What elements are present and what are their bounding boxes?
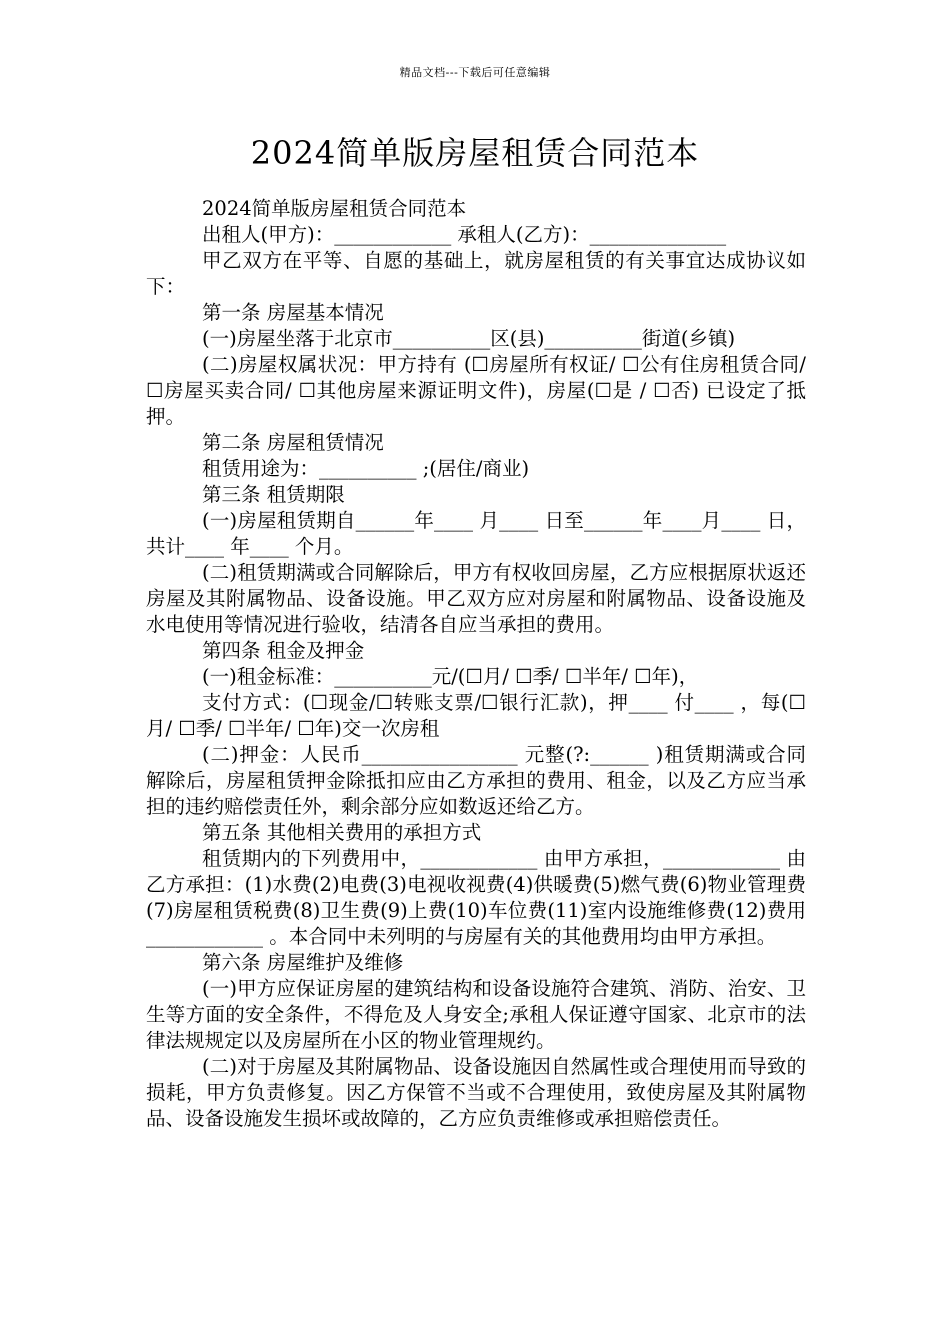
article-1-clause-2: (二)房屋权属状况：甲方持有 (☐房屋所有权证/ ☐公有住房租赁合同/ ☐房屋买卖合同/ ☐其他房屋来源证明文件)，房屋(☐是 / ☐否) 已设定了抵押。: [146, 353, 806, 428]
article-3-clause-1: (一)房屋租赁期自______年____ 月____ 日至______年____月____ 日，共计____ 年____ 个月。: [146, 509, 806, 558]
article-4-clause-2: (二)押金：人民币________________ 元整(?:______ )租赁期满或合同解除后，房屋租赁押金除抵扣应由乙方承担的费用、租金，以及乙方应当承担的违约赔偿责任外，剩余部分应如数返还给乙方。: [146, 743, 806, 818]
article-4-clause-1: (一)租金标准：__________元/(☐月/ ☐季/ ☐半年/ ☐年)，: [202, 665, 699, 688]
document-title: 2024简单版房屋租赁合同范本: [250, 134, 700, 172]
article-3-clause-2: (二)租赁期满或合同解除后，甲方有权收回房屋，乙方应根据原状返还房屋及其附属物品、设备设施。甲乙双方应对房屋和附属物品、设备设施及水电使用等情况进行验收，结清各自应当承担的费用。: [146, 561, 806, 636]
article-2-usage: 租赁用途为：__________ ;(居住/商业): [202, 457, 530, 480]
article-4-heading: 第四条 租金及押金: [202, 639, 365, 662]
article-1-clause-1: (一)房屋坐落于北京市__________区(县)__________街道(乡镇): [202, 327, 736, 350]
article-3-heading: 第三条 租赁期限: [202, 483, 345, 506]
subtitle-line: 2024简单版房屋租赁合同范本: [202, 197, 467, 220]
article-6-clause-1: (一)甲方应保证房屋的建筑结构和设备设施符合建筑、消防、治安、卫生等方面的安全条件，不得危及人身安全;承租人保证遵守国家、北京市的法律法规规定以及房屋所在小区的物业管理规约。: [146, 977, 806, 1052]
article-1-heading: 第一条 房屋基本情况: [202, 301, 384, 324]
document-body: [146, 196, 806, 1132]
article-4-payment: 支付方式：(☐现金/☐转账支票/☐银行汇款)，押____ 付____ ，每(☐月/ ☐季/ ☐半年/ ☐年)交一次房租: [146, 691, 806, 740]
article-5-heading: 第五条 其他相关费用的承担方式: [202, 821, 482, 844]
parties-line: 出租人(甲方)：____________ 承租人(乙方)：______________: [202, 223, 727, 246]
article-6-heading: 第六条 房屋维护及维修: [202, 951, 404, 974]
article-5-body: 租赁期内的下列费用中，____________ 由甲方承担，____________ 由乙方承担：(1)水费(2)电费(3)电视收视费(4)供暖费(5)燃气费(6)物业管理费(7)房屋租赁税费(8)卫生费(9)上费(10)车位费(11)室内设施维修费(12)费用____________ 。本合同中未列明的与房屋有关的其他费用均由甲方承担。: [146, 847, 806, 948]
article-6-clause-2: (二)对于房屋及其附属物品、设备设施因自然属性或合理使用而导致的损耗，甲方负责修复。因乙方保管不当或不合理使用，致使房屋及其附属物品、设备设施发生损坏或故障的，乙方应负责维修或承担赔偿责任。: [146, 1055, 806, 1130]
intro-paragraph: 甲乙双方在平等、自愿的基础上，就房屋租赁的有关事宜达成协议如下：: [146, 249, 806, 298]
header-note: 精品文档---下载后可任意编辑: [399, 66, 551, 79]
article-2-heading: 第二条 房屋租赁情况: [202, 431, 384, 454]
